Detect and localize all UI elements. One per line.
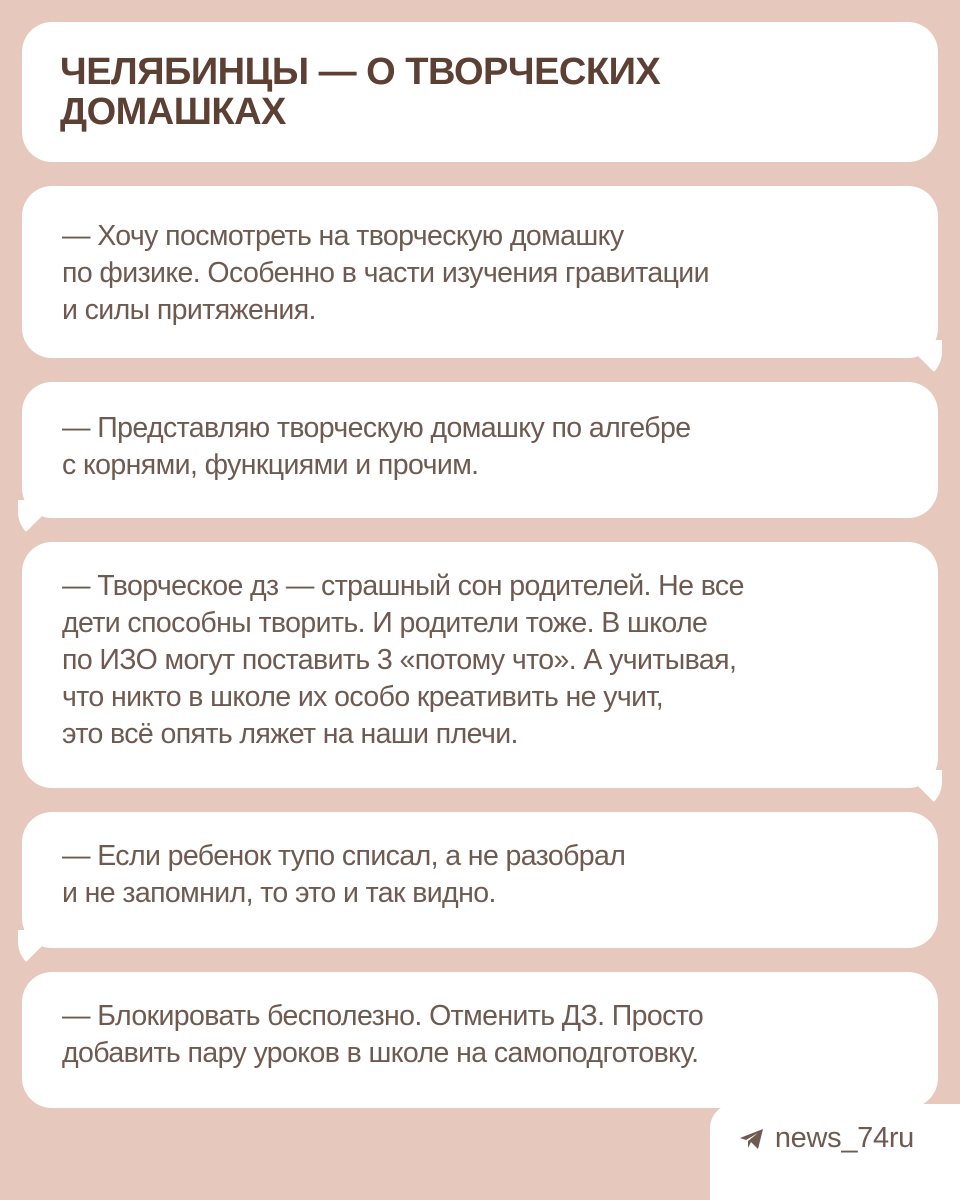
quote-text-4: — Если ребенок тупо списал, а не разобрал и не запомнил, то это и так видно. [62,840,626,909]
quote-text-5: — Блокировать бесполезно. Отменить ДЗ. Просто добавить пару уроков в школе на самоподготовку. [62,1000,704,1069]
bubble-tail [18,930,58,970]
bubble-tail [902,770,942,810]
title-line-2: ДОМАШКАХ [60,91,286,133]
title-line-1: ЧЕЛЯБИНЦЫ — О ТВОРЧЕСКИХ [60,51,661,93]
quote-bubble-4 [22,812,938,948]
page-title [60,52,900,132]
bubble-tail [18,500,58,540]
channel-name: news_74ru [774,1122,914,1154]
footer-channel[interactable] [739,1122,914,1155]
quote-text-3: — Творческое дз — страшный сон родителей. Не все дети способны творить. И родители тоже. В школе по ИЗО могут поставить 3 «потому что». А учитывая, что никто в школе их особо креативить не учит, это всё опять ляжет на наши плечи. [62,570,744,750]
quote-bubble-5 [22,972,938,1108]
bubble-tail [902,340,942,380]
title-card [22,22,938,162]
telegram-plane-icon [739,1127,765,1151]
quote-bubble-3 [22,542,938,788]
quote-bubble-2 [22,382,938,518]
quote-text-2: — Представляю творческую домашку по алгебре с корнями, функциями и прочим. [62,412,691,481]
quote-bubble-1 [22,186,938,358]
quote-text-1: — Хочу посмотреть на творческую домашку по физике. Особенно в части изучения гравитации и силы притяжения. [62,220,709,326]
